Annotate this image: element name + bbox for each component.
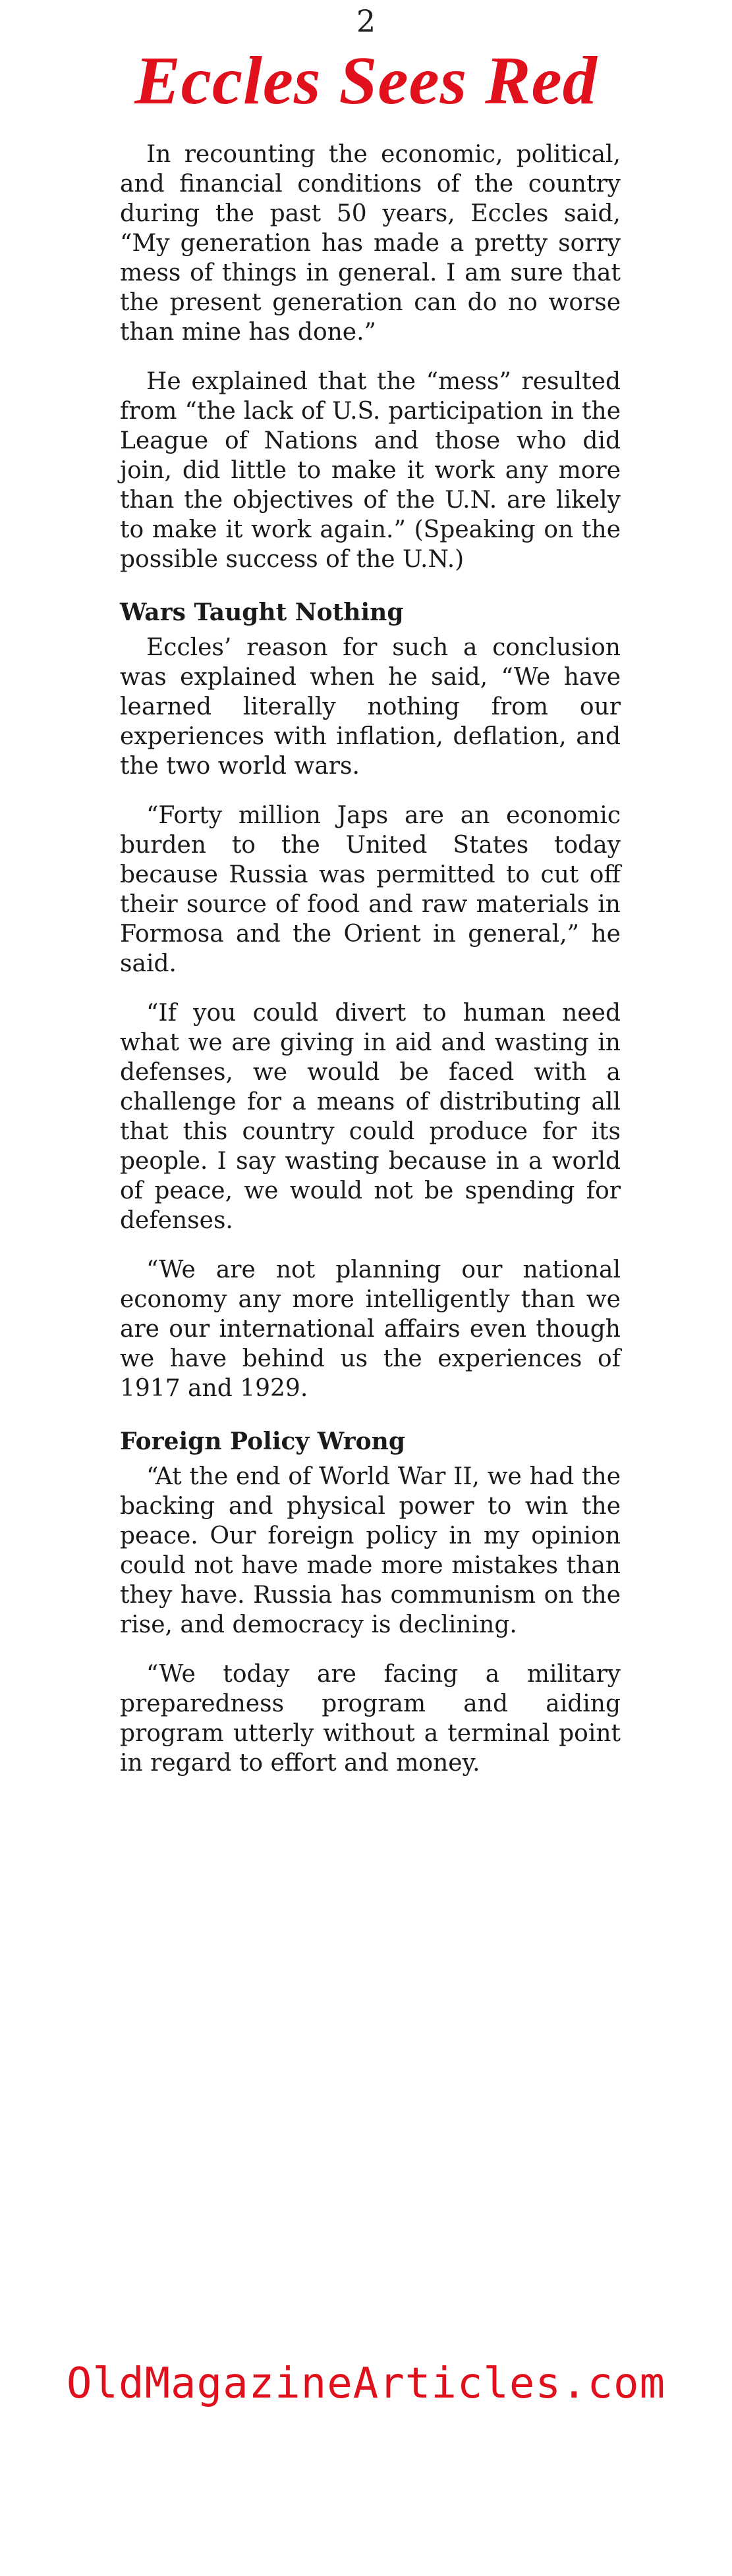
article-paragraph: “At the end of World War II, we had the backing and physical power to win the peace. Our foreign policy in my opinion could not have made more mistakes than they have. Russia has communism on the rise, and democracy is declining.	[120, 1463, 621, 1638]
article-paragraph: “Forty million Japs are an economic burden to the United States today because Russia was permitted to cut off their source of food and raw materials in Formosa and the Orient in general,” he said.	[120, 802, 621, 977]
article-paragraph: In recounting the economic, political, and financial conditions of the country during the past 50 years, Eccles said, “My generation has made a pretty sorry mess of things in general. I am sure that the present generation can do no worse than mine has done.”	[120, 141, 621, 346]
site-watermark: OldMagazineArticles.com	[66, 2359, 666, 2408]
article-paragraph: “If you could divert to human need what we are giving in aid and wasting in defenses, we would be faced with a challenge for a means of distributing all that this country could produce for its people. I say wasting because in a world of peace, we would not be spending for defenses.	[120, 1000, 621, 1234]
article-paragraph: Eccles’ reason for such a conclusion was explained when he said, “We have learned literally nothing from our experiences with inflation, deflation, and the two world wars.	[120, 634, 621, 780]
article-paragraph: “We are not planning our national economy any more intelligently than we are our international affairs even though we have behind us the experiences of 1917 and 1929.	[120, 1256, 621, 1402]
article-column	[120, 140, 621, 1798]
article-paragraph: He explained that the “mess” resulted from “the lack of U.S. participation in the League of Nations and those who did join, did little to make it work any more than the objectives of the U.N. are likely to make it work again.” (Speaking on the possible success of the U.N.)	[120, 368, 621, 573]
section-heading: Foreign Policy Wrong	[120, 1428, 406, 1455]
section-heading: Wars Taught Nothing	[120, 599, 404, 626]
page-number: 2	[356, 3, 376, 39]
article-paragraph: “We today are facing a military preparedness program and aiding program utterly without a terminal point in regard to effort and money.	[120, 1661, 621, 1777]
headline: Eccles Sees Red	[134, 43, 598, 119]
